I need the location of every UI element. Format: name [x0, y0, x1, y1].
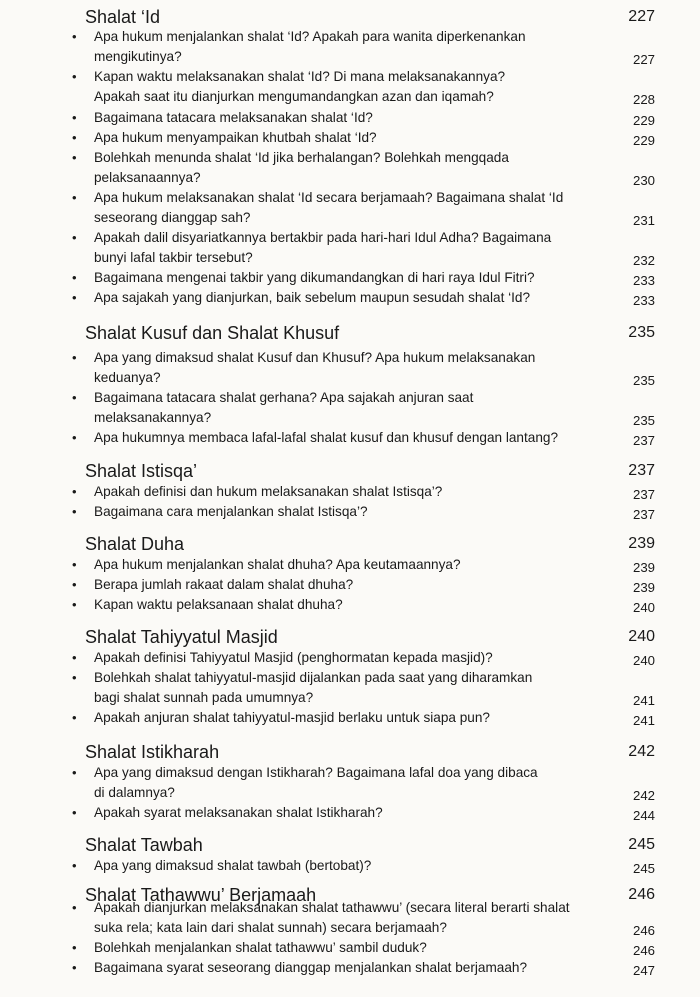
entry-text: Apa hukum melaksanakan shalat ‘Id secara berjamaah? Bagaimana shalat ‘Id seseorang dianggap sah? — [94, 190, 564, 225]
bullet-icon: • — [72, 710, 77, 725]
bullet-icon: • — [72, 150, 77, 165]
toc-entry — [72, 288, 655, 308]
toc-entry — [72, 648, 655, 668]
entry-text: Apa hukum menjalankan shalat ‘Id? Apakah para wanita diperkenankan mengikutinya? — [94, 29, 526, 64]
entry-page-number: 229 — [632, 113, 655, 128]
bullet-icon: • — [72, 290, 77, 305]
entry-text: Bagaimana cara menjalankan shalat Istisqa’? — [94, 504, 368, 519]
bullet-icon: • — [72, 858, 77, 873]
entry-text: Apakah dalil disyariatkannya bertakbir pada hari-hari Idul Adha? Bagaimana bunyi lafal takbir tersebut? — [94, 230, 552, 265]
section-title: Shalat Tahiyyatul Masjid — [85, 627, 278, 647]
toc-entry — [72, 856, 655, 876]
entry-page-number: 237 — [632, 487, 655, 502]
section-heading — [85, 533, 655, 555]
section-page-number: 227 — [628, 8, 655, 25]
entry-page-number: 233 — [632, 293, 655, 308]
bullet-icon: • — [72, 390, 77, 405]
entry-page-number: 233 — [632, 273, 655, 288]
entry-page-number: 239 — [632, 560, 655, 575]
entry-text: Apakah anjuran shalat tahiyyatul-masjid berlaku untuk siapa pun? — [94, 710, 490, 725]
entry-page-number: 241 — [632, 692, 655, 708]
bullet-icon: • — [72, 430, 77, 445]
entry-page-number: 232 — [632, 252, 655, 268]
toc-entry — [72, 803, 655, 823]
section-title: Shalat Istikharah — [85, 742, 220, 762]
section-heading — [85, 6, 655, 28]
toc-entry — [72, 482, 655, 502]
entry-text: Apakah syarat melaksanakan shalat Istikharah? — [94, 805, 383, 820]
section-heading — [85, 626, 655, 648]
entry-text: Apakah dianjurkan melaksanakan shalat tathawwu’ (secara literal berarti shalat suka rela; kata lain dari shalat sunnah) secara berjamaah? — [94, 900, 570, 935]
entry-text: Kapan waktu pelaksanaan shalat dhuha? — [94, 597, 343, 612]
entry-text: Bolehkah menunda shalat ‘Id jika berhalangan? Bolehkah mengqada pelaksanaannya? — [94, 150, 509, 185]
entry-text: Bagaimana tatacara shalat gerhana? Apa sajakah anjuran saat melaksanakannya? — [94, 390, 474, 425]
toc-entry — [72, 268, 655, 288]
toc-entry — [72, 128, 655, 148]
toc-entry — [72, 898, 655, 937]
section-page-number: 239 — [628, 535, 655, 552]
entry-page-number: 231 — [632, 212, 655, 228]
entry-text: Bagaimana tatacara melaksanakan shalat ‘Id? — [94, 110, 373, 125]
entry-page-number: 244 — [632, 808, 655, 823]
bullet-icon: • — [72, 670, 77, 685]
section-title: Shalat Tathawwu’ Berjamaah — [85, 885, 317, 905]
entry-page-number: 230 — [632, 172, 655, 188]
section-title: Shalat ‘Id — [85, 7, 161, 27]
bullet-icon: • — [72, 597, 77, 612]
entry-text: Berapa jumlah rakaat dalam shalat dhuha? — [94, 577, 354, 592]
entry-text: Apa sajakah yang dianjurkan, baik sebelum maupun sesudah shalat ‘Id? — [94, 290, 531, 305]
bullet-icon: • — [72, 130, 77, 145]
bullet-icon: • — [72, 650, 77, 665]
entry-page-number: 242 — [632, 787, 655, 803]
entry-text: Apa yang dimaksud shalat tawbah (bertobat)? — [94, 858, 372, 873]
entry-page-number: 246 — [632, 943, 655, 958]
toc-entry — [72, 348, 655, 387]
toc-entry — [72, 708, 655, 728]
toc-entry — [72, 108, 655, 128]
entry-text: Apa yang dimaksud shalat Kusuf dan Khusuf? Apa hukum melaksanakan keduanya? — [94, 350, 536, 385]
section-page-number: 245 — [628, 836, 655, 853]
entry-page-number: 246 — [632, 922, 655, 938]
bullet-icon: • — [72, 557, 77, 572]
entry-text: Bolehkah shalat tahiyyatul-masjid dijalankan pada saat yang diharamkan bagi shalat sunnah pada umumnya? — [94, 670, 533, 705]
bullet-icon: • — [72, 805, 77, 820]
entry-text: Bolehkah menjalankan shalat tathawwu’ sambil duduk? — [94, 940, 427, 955]
entry-page-number: 245 — [632, 861, 655, 876]
toc-entry — [72, 27, 655, 66]
bullet-icon: • — [72, 29, 77, 44]
toc-entry — [72, 228, 655, 267]
section-title: Shalat Duha — [85, 534, 185, 554]
bullet-icon: • — [72, 940, 77, 955]
entry-text: Bagaimana syarat seseorang dianggap menjalankan shalat berjamaah? — [94, 960, 528, 975]
entry-text: Kapan waktu melaksanakan shalat ‘Id? Di mana melaksanakannya? Apakah saat itu dianjurkan mengumandangkan azan dan iqamah? — [94, 69, 506, 104]
section-title: Shalat Tawbah — [85, 835, 203, 855]
entry-text: Apa yang dimaksud dengan Istikharah? Bagaimana lafal doa yang dibaca di dalamnya? — [94, 765, 538, 800]
toc-entry — [72, 428, 655, 448]
toc-entry — [72, 148, 655, 187]
bullet-icon: • — [72, 69, 77, 84]
toc-entry — [72, 595, 655, 615]
entry-page-number: 235 — [632, 372, 655, 388]
toc-entry — [72, 958, 655, 978]
section-page-number: 240 — [628, 628, 655, 645]
toc-entry — [72, 502, 655, 522]
entry-page-number: 241 — [632, 713, 655, 728]
section-page-number: 235 — [628, 324, 655, 341]
entry-page-number: 240 — [632, 600, 655, 615]
section-page-number: 242 — [628, 743, 655, 760]
section-heading — [85, 322, 655, 344]
entry-text: Apakah definisi dan hukum melaksanakan shalat Istisqa’? — [94, 484, 443, 499]
bullet-icon: • — [72, 110, 77, 125]
bullet-icon: • — [72, 900, 77, 915]
entry-text: Apakah definisi Tahiyyatul Masjid (penghormatan kepada masjid)? — [94, 650, 493, 665]
toc-entry — [72, 763, 655, 802]
toc-entry — [72, 188, 655, 227]
bullet-icon: • — [72, 960, 77, 975]
section-title: Shalat Istisqa’ — [85, 461, 198, 481]
section-heading — [85, 460, 655, 482]
bullet-icon: • — [72, 350, 77, 365]
toc-entry — [72, 388, 655, 427]
bullet-icon: • — [72, 230, 77, 245]
entry-text: Apa hukum menjalankan shalat dhuha? Apa keutamaannya? — [94, 557, 461, 572]
entry-page-number: 237 — [632, 433, 655, 448]
bullet-icon: • — [72, 504, 77, 519]
entry-text: Bagaimana mengenai takbir yang dikumandangkan di hari raya Idul Fitri? — [94, 270, 535, 285]
entry-page-number: 235 — [632, 412, 655, 428]
entry-page-number: 239 — [632, 580, 655, 595]
section-page-number: 246 — [628, 886, 655, 903]
toc-entry — [72, 67, 655, 106]
bullet-icon: • — [72, 484, 77, 499]
bullet-icon: • — [72, 577, 77, 592]
entry-text: Apa hukumnya membaca lafal-lafal shalat kusuf dan khusuf dengan lantang? — [94, 430, 558, 445]
bullet-icon: • — [72, 190, 77, 205]
section-heading — [85, 834, 655, 856]
section-page-number: 237 — [628, 462, 655, 479]
toc-entry — [72, 575, 655, 595]
entry-page-number: 229 — [632, 133, 655, 148]
entry-page-number: 240 — [632, 653, 655, 668]
toc-entry — [72, 555, 655, 575]
bullet-icon: • — [72, 270, 77, 285]
section-title: Shalat Kusuf dan Shalat Khusuf — [85, 323, 340, 343]
toc-entry — [72, 668, 655, 707]
entry-page-number: 227 — [632, 51, 655, 67]
bullet-icon: • — [72, 765, 77, 780]
entry-page-number: 228 — [632, 91, 655, 107]
entry-page-number: 237 — [632, 507, 655, 522]
section-heading — [85, 741, 655, 763]
entry-page-number: 247 — [632, 963, 655, 978]
entry-text: Apa hukum menyampaikan khutbah shalat ‘Id? — [94, 130, 377, 145]
toc-entry — [72, 938, 655, 958]
